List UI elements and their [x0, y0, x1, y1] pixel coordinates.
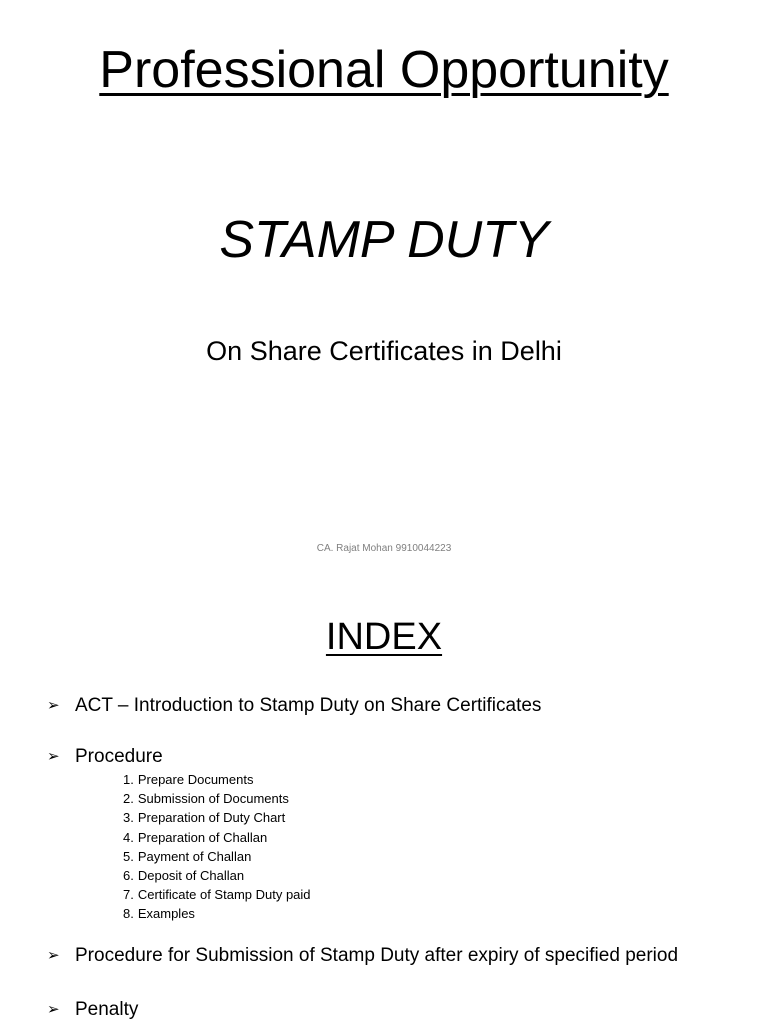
main-title: Professional Opportunity — [99, 41, 669, 99]
author-credit: CA. Rajat Mohan 9910044223 — [316, 543, 452, 554]
list-item: 6. Deposit of Challan — [123, 867, 245, 883]
index-bullet-late-submission — [47, 943, 678, 969]
bullet-label: Penalty — [75, 999, 139, 1020]
subtitle: STAMP DUTY — [219, 211, 549, 269]
list-item: 3. Preparation of Duty Chart — [123, 810, 286, 826]
tagline: On Share Certificates in Delhi — [206, 336, 562, 366]
arrow-bullet-icon: ➢ — [47, 697, 60, 714]
arrow-bullet-icon: ➢ — [47, 1001, 60, 1018]
list-item: 7. Certificate of Stamp Duty paid — [123, 887, 311, 903]
list-item: 2. Submission of Documents — [123, 791, 289, 807]
arrow-bullet-icon: ➢ — [47, 748, 60, 765]
list-item: 4. Preparation of Challan — [123, 829, 268, 845]
list-item: 8. Examples — [123, 906, 195, 922]
list-item: 5. Payment of Challan — [123, 848, 252, 864]
index-bullet-act — [47, 693, 541, 719]
index-bullet-procedure — [47, 744, 163, 770]
bullet-label: Procedure — [75, 746, 163, 767]
procedure-steps-list — [123, 770, 311, 924]
list-item: 1. Prepare Documents — [123, 772, 254, 787]
index-title: INDEX — [325, 616, 443, 658]
arrow-bullet-icon: ➢ — [47, 947, 60, 964]
bullet-label: ACT – Introduction to Stamp Duty on Share Certificates — [75, 695, 542, 716]
index-bullet-penalty — [47, 997, 138, 1023]
index-slide — [0, 576, 768, 1024]
bullet-label: Procedure for Submission of Stamp Duty after expiry of specified period — [75, 945, 679, 966]
